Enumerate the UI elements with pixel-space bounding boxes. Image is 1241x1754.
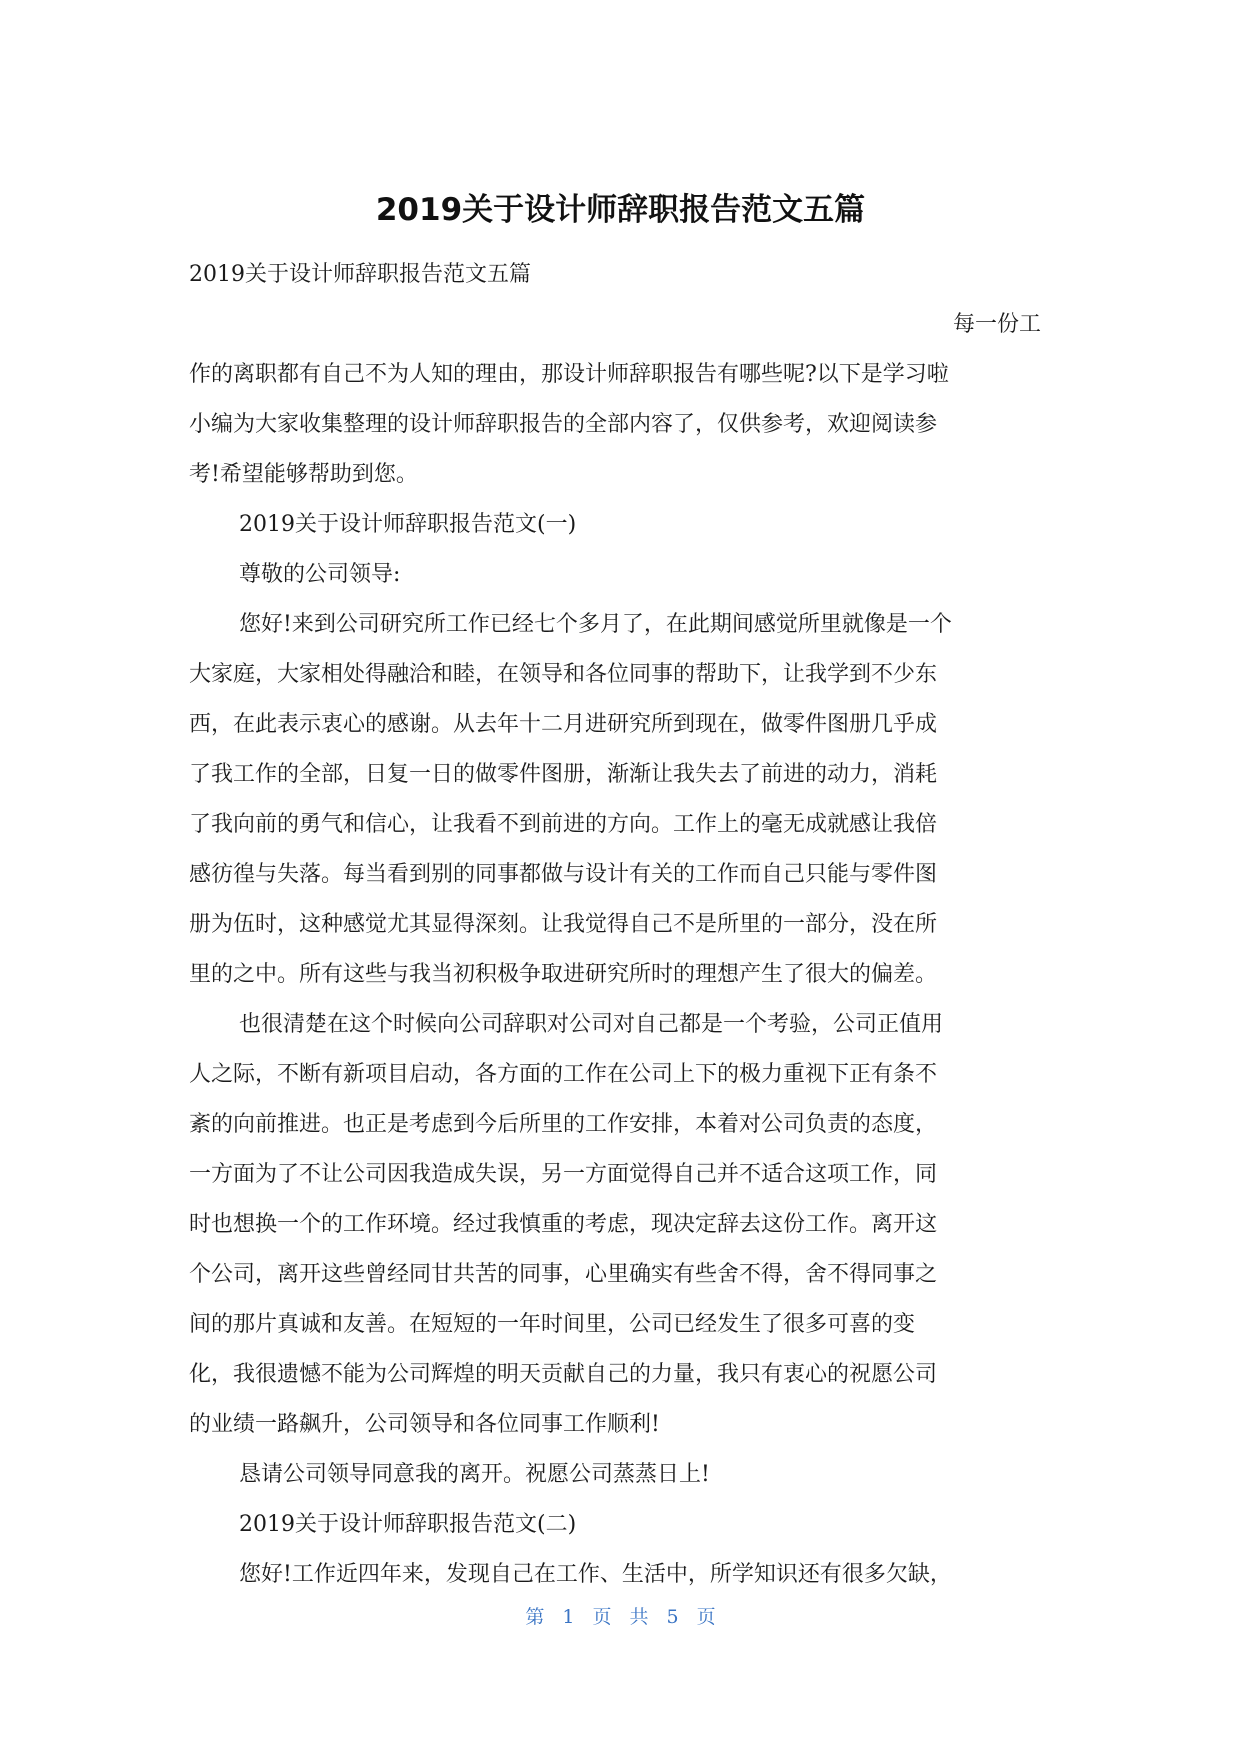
section-heading-2: 2019关于设计师辞职报告范文(二) <box>239 1512 577 1537</box>
intro-paragraph <box>189 350 1051 500</box>
paragraph-line: 也很清楚在这个时候向公司辞职对公司对自己都是一个考验，公司正值用 <box>239 1012 944 1037</box>
paragraph-line: 感彷徨与失落。每当看到别的同事都做与设计有关的工作而自己只能与零件图 <box>189 862 938 887</box>
paragraph-4-start: 您好!工作近四年来，发现自己在工作、生活中，所学知识还有很多欠缺， <box>239 1562 952 1587</box>
paragraph-3: 恳请公司领导同意我的离开。祝愿公司蒸蒸日上! <box>239 1462 710 1487</box>
paragraph-line: 考!希望能够帮助到您。 <box>189 462 418 487</box>
paragraph-line: 大家庭，大家相处得融洽和睦，在领导和各位同事的帮助下，让我学到不少东 <box>189 662 938 687</box>
footer-current-page: 1 <box>562 1606 575 1628</box>
salutation: 尊敬的公司领导: <box>239 562 401 587</box>
paragraph-line: 里的之中。所有这些与我当初积极争取进研究所时的理想产生了很大的偏差。 <box>189 962 938 987</box>
paragraph-line: 册为伍时，这种感觉尤其显得深刻。让我觉得自己不是所里的一部分，没在所 <box>189 912 938 937</box>
paragraph-line: 一方面为了不让公司因我造成失误，另一方面觉得自己并不适合这项工作，同 <box>189 1162 938 1187</box>
section-heading-1: 2019关于设计师辞职报告范文(一) <box>239 512 577 537</box>
paragraph-line: 化，我很遗憾不能为公司辉煌的明天贡献自己的力量，我只有衷心的祝愿公司 <box>189 1362 938 1387</box>
paragraph-2 <box>189 1000 1051 1450</box>
document-body <box>189 250 1051 1600</box>
paragraph-line: 您好!来到公司研究所工作已经七个多月了，在此期间感觉所里就像是一个 <box>239 612 952 637</box>
intro-first-line: 每一份工 <box>952 312 1041 337</box>
page-footer <box>0 1602 1241 1632</box>
paragraph-line: 紊的向前推进。也正是考虑到今后所里的工作安排，本着对公司负责的态度， <box>189 1112 938 1137</box>
document-title: 2019关于设计师辞职报告范文五篇 <box>375 192 866 228</box>
document-subtitle: 2019关于设计师辞职报告范文五篇 <box>189 262 531 287</box>
paragraph-line: 的业绩一路飙升，公司领导和各位同事工作顺利! <box>189 1412 660 1437</box>
paragraph-line: 了我工作的全部，日复一日的做零件图册，渐渐让我失去了前进的动力，消耗 <box>189 762 938 787</box>
footer-total-word: 共 <box>629 1606 649 1628</box>
paragraph-line: 间的那片真诚和友善。在短短的一年时间里，公司已经发生了很多可喜的变 <box>189 1312 916 1337</box>
paragraph-line: 时也想换一个的工作环境。经过我慎重的考虑，现决定辞去这份工作。离开这 <box>189 1212 938 1237</box>
paragraph-line: 作的离职都有自己不为人知的理由，那设计师辞职报告有哪些呢?以下是学习啦 <box>189 362 949 387</box>
paragraph-line: 了我向前的勇气和信心，让我看不到前进的方向。工作上的毫无成就感让我倍 <box>189 812 938 837</box>
paragraph-line: 人之际，不断有新项目启动，各方面的工作在公司上下的极力重视下正有条不 <box>189 1062 938 1087</box>
footer-page-word: 第 <box>525 1606 545 1628</box>
paragraph-line: 小编为大家收集整理的设计师辞职报告的全部内容了，仅供参考，欢迎阅读参 <box>189 412 938 437</box>
paragraph-line: 西，在此表示衷心的感谢。从去年十二月进研究所到现在，做零件图册几乎成 <box>189 712 938 737</box>
paragraph-line: 个公司，离开这些曾经同甘共苦的同事，心里确实有些舍不得，舍不得同事之 <box>189 1262 938 1287</box>
footer-page-suffix: 页 <box>592 1606 612 1628</box>
paragraph-1 <box>189 600 1051 1000</box>
footer-total-pages: 5 <box>666 1606 679 1628</box>
footer-total-suffix: 页 <box>696 1606 716 1628</box>
